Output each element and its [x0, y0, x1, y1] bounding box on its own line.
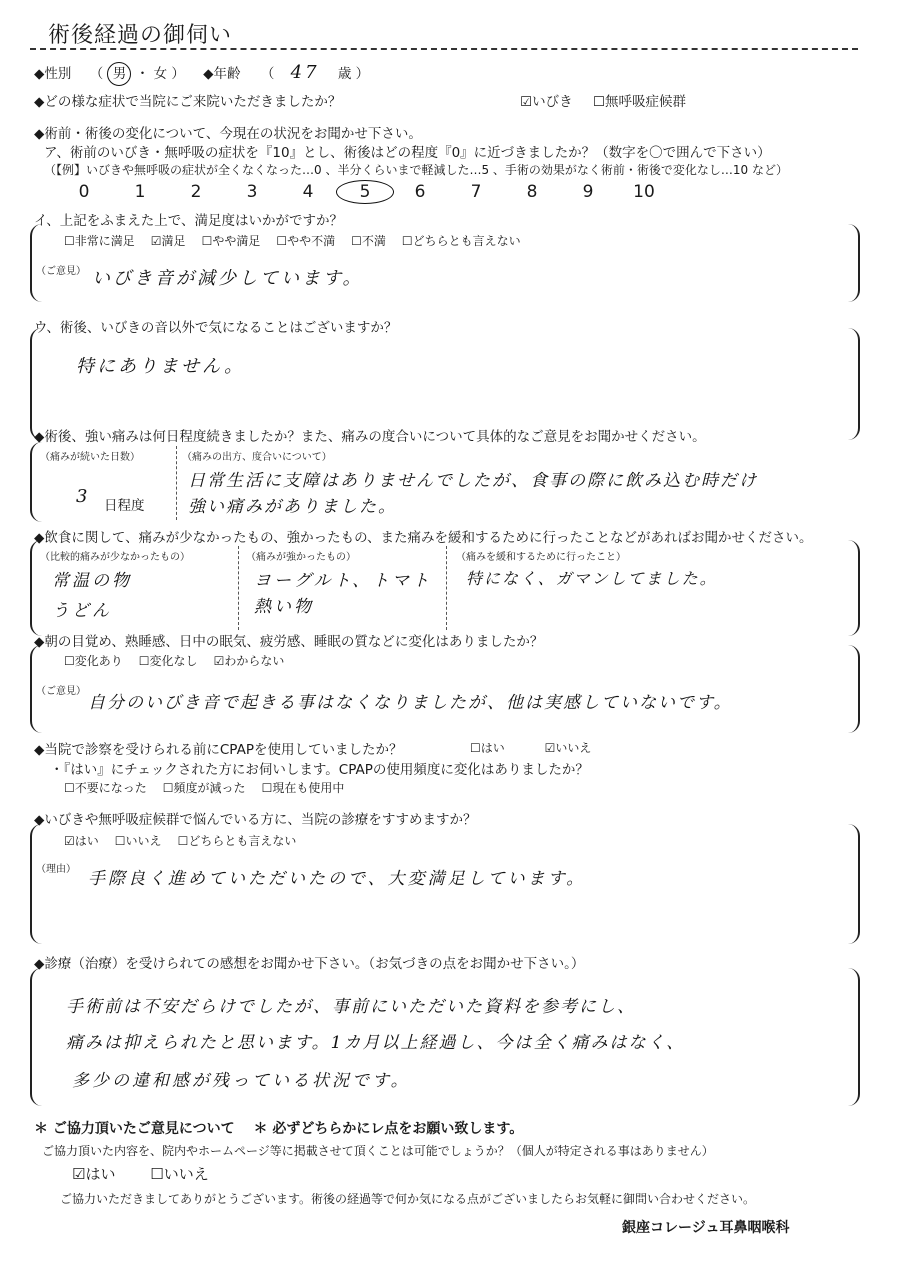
pain-question: ◆術後、強い痛みは何日程度続きましたか？また、痛みの度合いについて具体的なご意見をお聞かせください。: [34, 429, 706, 445]
gender-female-option[interactable]: 女: [153, 66, 168, 82]
age-close: ）: [355, 66, 370, 82]
symptom-snoring-checkbox[interactable]: [520, 90, 573, 110]
food-col1-label: （比較的痛みが少なかったもの）: [40, 552, 190, 563]
scale-option-5[interactable]: [336, 180, 392, 204]
satisfaction-checkbox-3[interactable]: [202, 232, 261, 249]
food-col2-line1[interactable]: ヨーグルト、トマト: [254, 571, 432, 591]
change-example: （【例】いびきや無呼吸の症状が全くなくなった…0 、半分くらいまで軽減した…5 、手術の効果がなく術前・術後で変化なし…10 など）: [44, 163, 788, 177]
satisfaction-label-2: 満足: [161, 234, 186, 248]
gender-label: ◆性別: [34, 66, 72, 82]
scale-option-3[interactable]: 3: [246, 182, 258, 202]
cpap-options: [470, 739, 607, 756]
cpap-sub-label-1: 不要になった: [74, 781, 147, 795]
cpap-question: ◆当院で診察を受けられる前にCPAPを使用していましたか？: [34, 742, 403, 758]
change-scale: [56, 180, 672, 204]
cpap-sub-checkbox-1[interactable]: [64, 779, 147, 796]
food-col1-line1[interactable]: 常温の物: [52, 571, 132, 591]
other-box: [30, 328, 860, 440]
satisfaction-options: [64, 232, 537, 249]
sleep-options: [64, 652, 300, 669]
change-subquestion: ア、術前のいびき・無呼吸の症状を『10』とし、術後はどの程度『0』に近づきましたか？（数字を〇で囲んで下さい）: [44, 145, 771, 161]
symptom-snoring-label: いびき: [532, 94, 573, 110]
other-answer[interactable]: 特にありません。: [76, 356, 246, 377]
page-title: 術後経過の御伺い: [48, 23, 233, 48]
food-col3-label: （痛みを緩和するために行ったこと）: [456, 552, 626, 563]
scale-option-4[interactable]: 4: [302, 182, 314, 202]
title-divider: [30, 48, 858, 50]
impression-line2[interactable]: 痛みは抑えられたと思います。1カ月以上経過し、今は全く痛みはなく、: [66, 1033, 686, 1053]
food-col3-line1[interactable]: 特になく、ガマンしてました。: [466, 569, 718, 588]
recommend-reason[interactable]: 手際良く進めていただいたので、大変満足しています。: [88, 869, 587, 889]
cpap-sub-label-3: 現在も使用中: [272, 781, 345, 795]
footer-options: [72, 1163, 225, 1184]
footer-no-checkbox[interactable]: [150, 1163, 208, 1184]
pain-detail-label: （痛みの出方、度合いについて）: [182, 452, 332, 463]
satisfaction-label-1: 非常に満足: [74, 234, 135, 248]
food-divider-1: [238, 546, 239, 630]
pain-divider: [176, 446, 177, 520]
recommend-checkbox-3[interactable]: [178, 832, 297, 849]
pain-days-unit: 日程度: [104, 498, 145, 514]
food-col1-line2[interactable]: うどん: [52, 601, 112, 621]
sleep-question: ◆朝の目覚め、熟睡感、日中の眠気、疲労感、睡眠の質などに変化はありましたか？: [34, 634, 544, 650]
satisfaction-question: イ、上記をふまえた上で、満足度はいかがですか？: [34, 213, 344, 229]
footer-no-label: いいえ: [163, 1165, 209, 1183]
scale-option-8[interactable]: 8: [526, 182, 538, 202]
other-question: ウ、術後、いびきの音以外で気になることはございますか？: [34, 320, 398, 336]
footer-question: ご協力頂いた内容を、院内やホームページ等に掲載させて頂くことは可能でしょうか？（個人が特定される事はありません）: [42, 1144, 714, 1158]
cpap-sub-checkbox-3[interactable]: [262, 779, 345, 796]
sleep-label-1: 変化あり: [74, 654, 123, 668]
satisfaction-label-4: やや不満: [287, 234, 336, 248]
cpap-subquestion: ・『はい』にチェックされた方にお伺いします。CPAPの使用頻度に変化はありましたか？: [50, 762, 589, 778]
recommend-label-1: はい: [74, 834, 99, 848]
satisfaction-opinion-label: （ご意見）: [36, 266, 86, 277]
gender-question: [34, 62, 369, 86]
change-question: ◆術前・術後の変化について、今現在の状況をお聞かせ下さい。: [34, 126, 422, 142]
recommend-checkbox-2[interactable]: [115, 832, 162, 849]
recommend-question: ◆いびきや無呼吸症候群で悩んでいる方に、当院の診療をすすめますか？: [34, 812, 477, 828]
cpap-yes-label: はい: [480, 741, 505, 755]
footer-notice-1: ＊ ご協力頂いたご意見について: [34, 1121, 235, 1137]
scale-option-1[interactable]: 1: [134, 182, 146, 202]
satisfaction-opinion[interactable]: いびき音が減少しています。: [92, 268, 364, 289]
sleep-label-3: わからない: [224, 654, 285, 668]
age-value[interactable]: 47: [290, 62, 320, 83]
sleep-checkbox-2[interactable]: [139, 652, 198, 669]
impression-line1[interactable]: 手術前は不安だらけでしたが、事前にいただいた資料を参考にし、: [66, 997, 636, 1017]
satisfaction-label-6: どちらとも言えない: [412, 234, 521, 248]
cpap-no-label: いいえ: [555, 741, 592, 755]
satisfaction-label-5: 不満: [361, 234, 386, 248]
food-question: ◆飲食に関して、痛みが少なかったもの、強かったもの、また痛みを緩和するために行ったことなどがあればお聞かせください。: [34, 530, 813, 546]
age-unit: 歳: [337, 66, 352, 82]
scale-option-9[interactable]: 9: [582, 182, 594, 202]
footer-notice: [34, 1118, 523, 1138]
symptom-options: [520, 90, 702, 110]
footer-thanks: ご協力いただきましてありがとうございます。術後の経過等で何か気になる点がございましたらお気軽に御問い合わせください。: [60, 1192, 756, 1206]
scale-option-0[interactable]: 0: [78, 182, 90, 202]
cpap-no-checkbox[interactable]: [545, 739, 592, 756]
sleep-checkbox-1[interactable]: [64, 652, 123, 669]
pain-days-value[interactable]: 3: [76, 486, 91, 507]
recommend-label-2: いいえ: [125, 834, 162, 848]
recommend-label-3: どちらとも言えない: [188, 834, 297, 848]
satisfaction-checkbox-6[interactable]: [402, 232, 521, 249]
scale-option-2[interactable]: 2: [190, 182, 202, 202]
footer-yes-checkbox[interactable]: [72, 1163, 115, 1184]
satisfaction-checkbox-5[interactable]: [351, 232, 386, 249]
satisfaction-checkbox-2[interactable]: [151, 232, 186, 249]
cpap-yes-checkbox[interactable]: [470, 739, 505, 756]
scale-selected-circle: 5: [336, 180, 394, 204]
symptom-question: ◆どの様な症状で当院にご来院いただきましたか？: [34, 94, 342, 110]
age-open: （: [260, 66, 275, 82]
scale-option-7[interactable]: 7: [470, 182, 482, 202]
cpap-sub-label-2: 頻度が減った: [173, 781, 246, 795]
gender-open: （: [89, 66, 104, 82]
gender-male-option[interactable]: 男: [107, 62, 131, 86]
satisfaction-checkbox-4[interactable]: [276, 232, 335, 249]
food-col2-label: （痛みが強かったもの）: [246, 552, 356, 563]
pain-days-label: （痛みが続いた日数）: [40, 452, 140, 463]
food-divider-2: [446, 546, 447, 630]
symptom-apnea-label: 無呼吸症候群: [605, 94, 687, 110]
cpap-sub-checkbox-2[interactable]: [163, 779, 246, 796]
impression-question: ◆診療（治療）を受けられての感想をお聞かせ下さい。（お気づきの点をお聞かせ下さい。）: [34, 956, 585, 972]
sleep-opinion[interactable]: 自分のいびき音で起きる事はなくなりましたが、他は実感していないです。: [88, 693, 733, 713]
sleep-label-2: 変化なし: [149, 654, 198, 668]
footer-notice-2: ＊ 必ずどちらかにレ点をお願い致します。: [253, 1121, 524, 1137]
cpap-sub-options: [64, 779, 360, 796]
symptom-apnea-checkbox[interactable]: [593, 90, 686, 110]
satisfaction-checkbox-1[interactable]: [64, 232, 135, 249]
gender-sep: ・: [135, 66, 150, 82]
sleep-opinion-label: （ご意見）: [36, 686, 86, 697]
recommend-checkbox-1[interactable]: [64, 832, 99, 849]
recommend-options: [64, 832, 312, 849]
food-col2-line2[interactable]: 熱い物: [254, 597, 314, 617]
footer-yes-label: はい: [85, 1165, 116, 1183]
scale-option-6[interactable]: 6: [414, 182, 426, 202]
pain-detail-line1[interactable]: 日常生活に支障はありませんでしたが、食事の際に飲み込む時だけ: [188, 471, 758, 491]
clinic-name: 銀座コレージュ耳鼻咽喉科: [622, 1220, 790, 1236]
pain-detail-line2[interactable]: 強い痛みがありました。: [188, 497, 397, 517]
age-label: ◆年齢: [203, 66, 241, 82]
scale-option-10[interactable]: 10: [633, 182, 655, 202]
satisfaction-label-3: やや満足: [212, 234, 261, 248]
impression-line3[interactable]: 多少の違和感が残っている状況です。: [72, 1071, 411, 1091]
gender-close: ）: [171, 66, 185, 82]
recommend-reason-label: （理由）: [36, 864, 76, 875]
sleep-checkbox-3[interactable]: [214, 652, 285, 669]
